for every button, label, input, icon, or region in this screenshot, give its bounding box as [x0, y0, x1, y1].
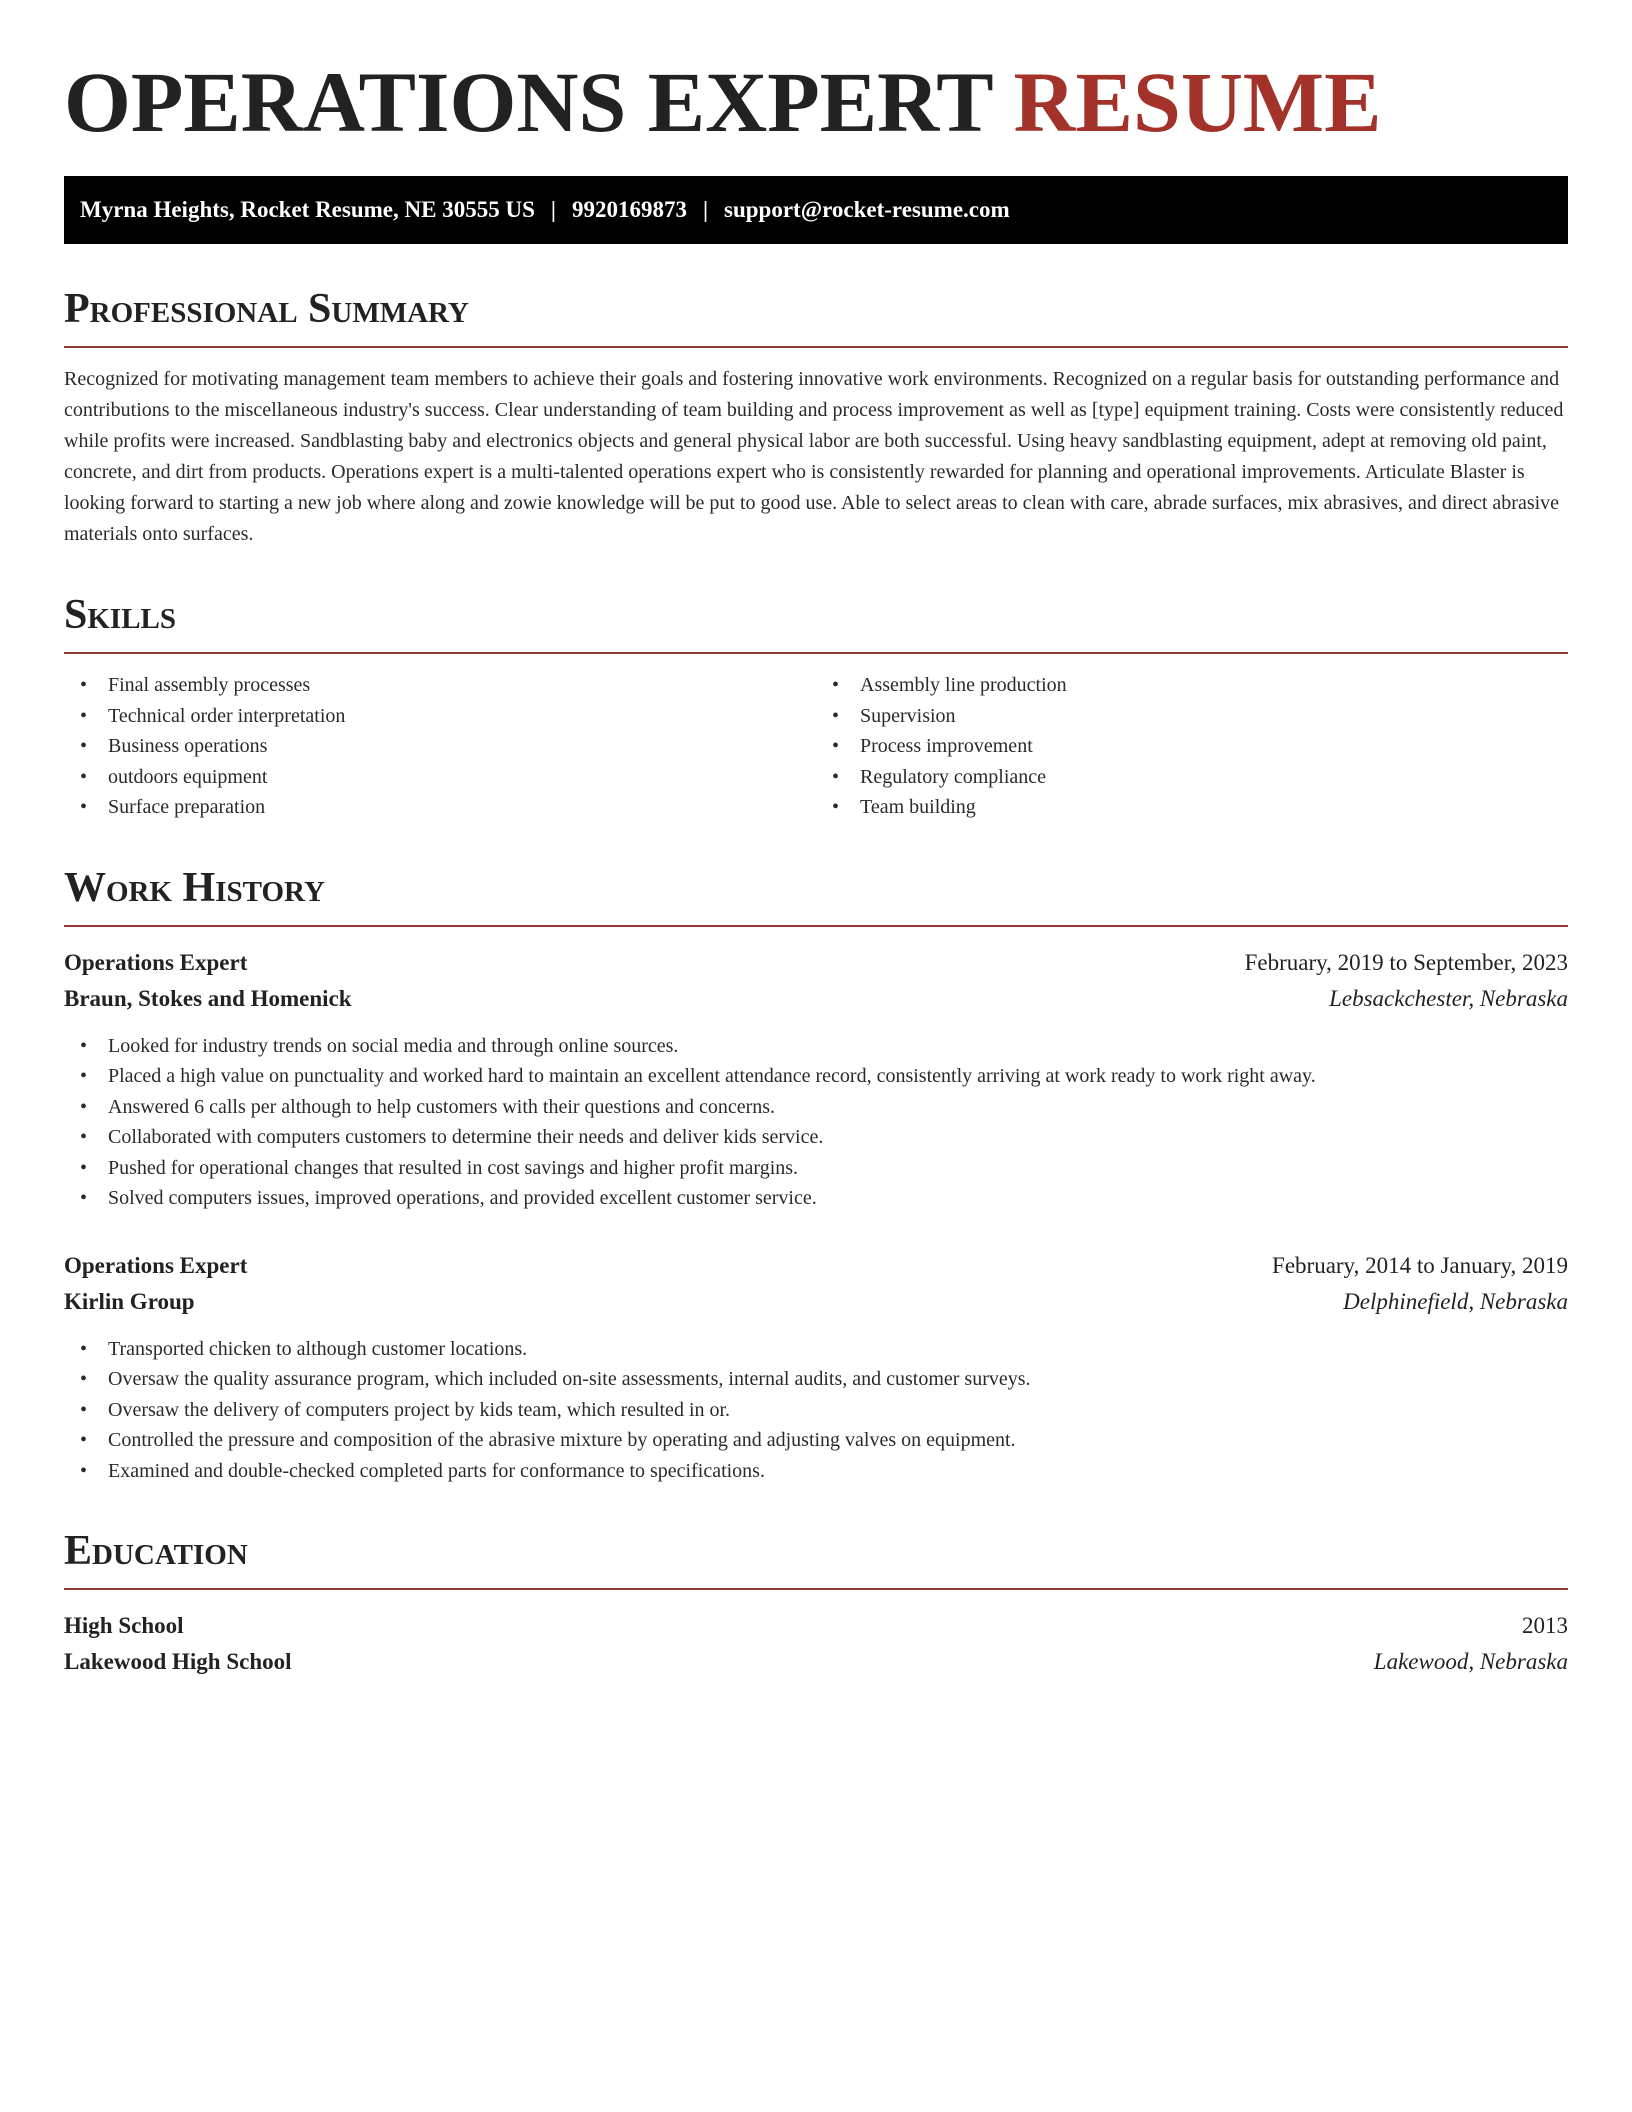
education-location: Lakewood, Nebraska [1373, 1649, 1568, 1674]
job-title-row [64, 945, 1568, 981]
job-entry [64, 945, 1568, 1214]
skill-label: Supervision [860, 704, 956, 727]
job-bullet-text: Looked for industry trends on social media and through online sources. [108, 1034, 679, 1057]
education-degree: High School [64, 1613, 184, 1638]
job-bullet-text: Solved computers issues, improved operations, and provided excellent customer service. [108, 1187, 817, 1209]
education-entry [64, 1608, 1568, 1680]
skill-item [832, 701, 1568, 732]
contact-bar [64, 176, 1568, 244]
job-bullet [80, 1092, 1568, 1123]
job-bullet [80, 1456, 1568, 1487]
bullet-icon: • [80, 1398, 88, 1421]
skills-grid [64, 670, 1568, 823]
job-bullet-text: Controlled the pressure and composition of the abrasive mixture by operating and adjusting valves on equipment. [108, 1429, 1016, 1451]
bullet-icon: • [80, 1126, 88, 1148]
job-bullet [80, 1425, 1568, 1456]
job-bullets [64, 1334, 1568, 1487]
title-accent: RESUME [1013, 54, 1382, 150]
job-bullet [80, 1031, 1568, 1062]
skill-item [80, 731, 816, 762]
summary-section [64, 284, 1568, 550]
job-bullet-text: Transported chicken to although customer locations. [108, 1337, 528, 1360]
skill-label: Technical order interpretation [108, 704, 346, 727]
job-bullet [80, 1153, 1568, 1184]
bullet-icon: • [80, 674, 88, 696]
bullet-icon: • [80, 1459, 88, 1482]
job-bullet-text: Collaborated with computers customers to determine their needs and deliver kids service. [108, 1126, 824, 1148]
contact-address: Myrna Heights, Rocket Resume, NE 30555 US [80, 197, 535, 222]
job-bullet-text: Oversaw the delivery of computers project by kids team, which resulted in or. [108, 1398, 731, 1421]
skill-label: Team building [860, 796, 976, 818]
contact-email: support@rocket-resume.com [724, 197, 1010, 222]
bullet-icon: • [80, 1429, 88, 1451]
job-bullet-text: Pushed for operational changes that resulted in cost savings and higher profit margins. [108, 1156, 799, 1179]
bullet-icon: • [80, 1065, 88, 1087]
skill-label: Assembly line production [860, 674, 1067, 696]
bullet-icon: • [832, 704, 840, 727]
skill-label: Surface preparation [108, 796, 266, 818]
bullet-icon: • [80, 1368, 88, 1390]
skill-item [80, 670, 816, 701]
job-location: Delphinefield, Nebraska [1343, 1288, 1568, 1314]
job-bullet-text: Examined and double-checked completed parts for conformance to specifications. [108, 1459, 765, 1482]
bullet-icon: • [80, 1187, 88, 1209]
skill-item [832, 670, 1568, 701]
bullet-icon: • [80, 704, 88, 727]
bullet-icon: • [80, 1034, 88, 1057]
education-section [64, 1526, 1568, 1680]
job-entry [64, 1248, 1568, 1487]
job-bullets [64, 1031, 1568, 1214]
contact-phone: 9920169873 [571, 197, 687, 222]
job-location: Lebsackchester, Nebraska [1329, 985, 1568, 1011]
bullet-icon: • [832, 765, 840, 788]
job-bullet [80, 1183, 1568, 1214]
education-degree-row [64, 1608, 1568, 1644]
job-bullet-text: Placed a high value on punctuality and worked hard to maintain an excellent attendance record, consistently arriving at work ready to work right away. [108, 1065, 1316, 1087]
skill-item [832, 731, 1568, 762]
job-title-row [64, 1248, 1568, 1284]
job-bullet-text: Oversaw the quality assurance program, which included on-site assessments, internal audits, and customer surveys. [108, 1368, 1031, 1390]
bullet-icon: • [80, 796, 88, 818]
education-year: 2013 [1522, 1613, 1568, 1638]
skill-item [80, 792, 816, 823]
job-dates: February, 2014 to January, 2019 [1272, 1252, 1568, 1278]
education-heading: Education [64, 1526, 1568, 1590]
skill-label: Process improvement [860, 735, 1033, 757]
skill-item [80, 701, 816, 732]
job-bullet-text: Answered 6 calls per although to help customers with their questions and concerns. [108, 1095, 776, 1118]
bullet-icon: • [80, 765, 88, 788]
bullet-icon: • [80, 1156, 88, 1179]
summary-heading: Professional Summary [64, 284, 1568, 348]
bullet-icon: • [80, 735, 88, 757]
skill-label: Final assembly processes [108, 674, 311, 696]
job-company-row [64, 981, 1568, 1017]
summary-text: Recognized for motivating management team members to achieve their goals and fostering innovative work environments. Recognized on a regular basis for outstanding performance and contributions to the miscellaneous industry's success. Clear understanding of team building and process improvement as well as [type] equipment training. Costs were consistently reduced while profits were increased. Sandblasting baby and electronics objects and general physical labor are both successful. Using heavy sandblasting equipment, adept at removing old paint, concrete, and dirt from products. Operations expert is a multi-talented operations expert who is consistently rewarded for planning and operational improvements. Articulate Blaster is looking forward to starting a new job where along and zowie knowledge will be put to good use. Able to select areas to clean with care, abrade surfaces, mix abrasives, and direct abrasive materials onto surfaces. [64, 368, 1564, 545]
job-dates: February, 2019 to September, 2023 [1244, 949, 1568, 975]
resume-title [64, 52, 1568, 152]
job-company-row [64, 1284, 1568, 1320]
bullet-icon: • [832, 674, 840, 696]
skills-column-right [816, 670, 1568, 823]
education-school-row [64, 1644, 1568, 1680]
work-history-heading: Work History [64, 863, 1568, 927]
skills-column-left [64, 670, 816, 823]
education-school: Lakewood High School [64, 1649, 292, 1674]
bullet-icon: • [832, 796, 840, 818]
bullet-icon: • [80, 1095, 88, 1118]
bullet-icon: • [832, 735, 840, 757]
job-bullet [80, 1364, 1568, 1395]
title-main: OPERATIONS EXPERT [64, 54, 993, 150]
work-history-section [64, 863, 1568, 1487]
job-title: Operations Expert [64, 1252, 248, 1278]
job-bullet [80, 1122, 1568, 1153]
skills-section [64, 590, 1568, 823]
skills-heading: Skills [64, 590, 1568, 654]
job-bullet [80, 1334, 1568, 1365]
job-company: Kirlin Group [64, 1288, 195, 1314]
job-company: Braun, Stokes and Homenick [64, 985, 352, 1011]
skill-item [832, 762, 1568, 793]
bullet-icon: • [80, 1337, 88, 1360]
skill-label: Business operations [108, 735, 268, 757]
skill-item [80, 762, 816, 793]
skill-label: outdoors equipment [108, 765, 268, 788]
contact-separator: | [550, 197, 556, 222]
skill-item [832, 792, 1568, 823]
job-bullet [80, 1061, 1568, 1092]
contact-separator: | [702, 197, 709, 222]
job-title: Operations Expert [64, 949, 248, 975]
job-bullet [80, 1395, 1568, 1426]
skill-label: Regulatory compliance [860, 765, 1047, 788]
